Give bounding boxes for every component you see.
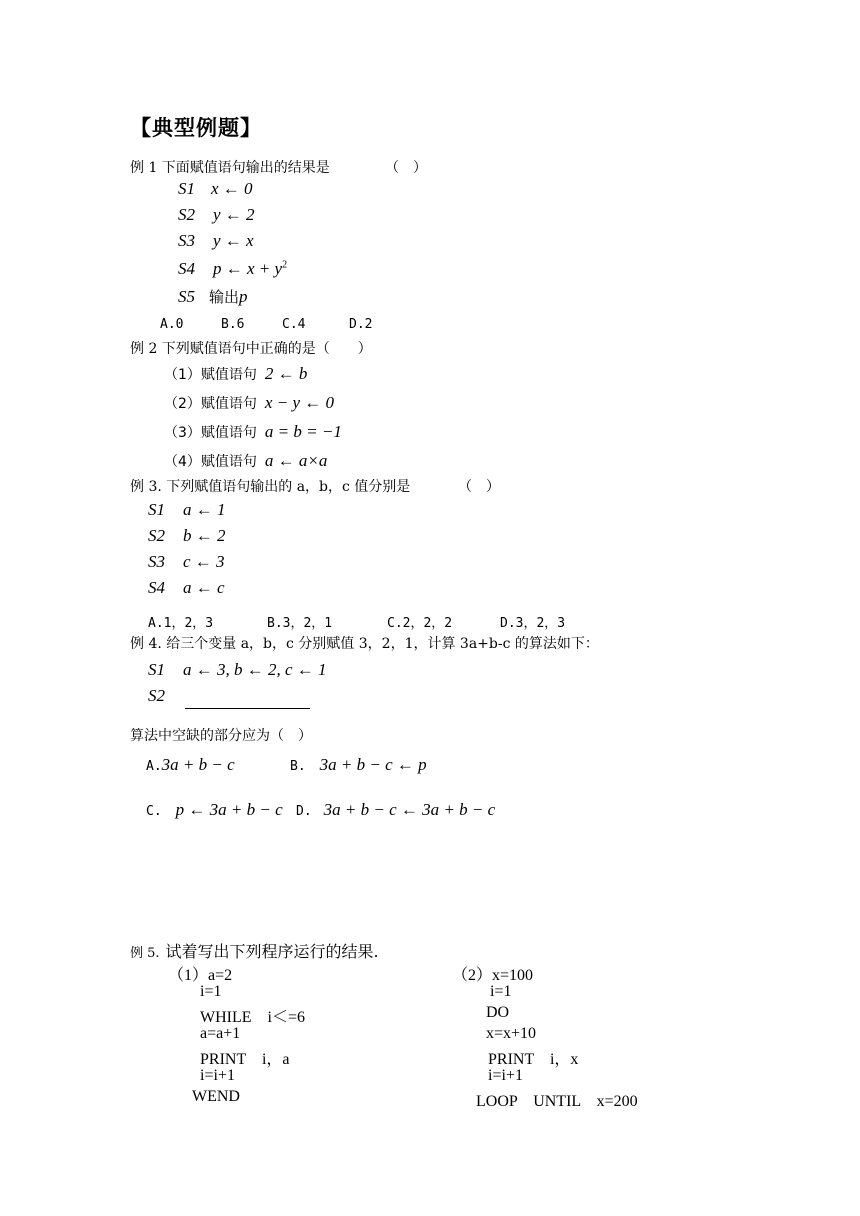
prog1-line-6: i=i+1 — [200, 1067, 235, 1084]
ex1-step-5 — [178, 286, 248, 307]
item-expr: 2 ← b — [264, 364, 308, 383]
ex2-item-4 — [164, 451, 327, 471]
ex1-option-b: B.6 — [221, 317, 245, 332]
option-expr: p ← 3a + b − c — [175, 800, 283, 819]
ex1-answer-paren: （ ） — [385, 160, 427, 176]
item-label: （3）赋值语句 — [164, 425, 257, 441]
prog2-line-3: DO — [486, 1004, 510, 1021]
ex2-item-1 — [164, 364, 307, 384]
step-expr: x ← 0 — [211, 179, 253, 198]
ex2-item-3 — [164, 422, 342, 442]
item-expr: a = b = −1 — [264, 422, 342, 441]
ex1-step-1 — [178, 179, 253, 199]
ex5-question: 试着写出下列程序运行的结果. — [165, 942, 379, 961]
option-expr: 3a + b − c ← 3a + b − c — [323, 800, 496, 819]
ex1-step-2 — [178, 205, 255, 225]
ex3-step-3 — [148, 552, 225, 572]
ex3-option-b: B.3，2，1 — [267, 616, 333, 631]
step-label: S2 — [178, 205, 195, 224]
option-expr: 3a + b − c — [161, 755, 235, 774]
step-expr: a ← 1 — [183, 500, 226, 519]
prog1-line-1: （1）a=2 — [168, 967, 233, 984]
ex1-step-4 — [178, 259, 287, 279]
item-label: （2）赋值语句 — [164, 396, 257, 412]
step-var: p — [239, 287, 248, 306]
option-letter: D. — [296, 804, 312, 819]
prog2-line-4: x=x+10 — [486, 1025, 537, 1042]
step-expr: p ← x + y — [213, 259, 283, 278]
option-letter: C. — [146, 804, 162, 819]
prog2-line-5: PRINT i，x — [488, 1051, 579, 1068]
step-label: S2 — [148, 526, 165, 545]
ex1-option-c: C.4 — [282, 317, 306, 332]
ex2-item-2 — [164, 393, 334, 413]
option-expr: 3a + b − c ← p — [319, 755, 427, 774]
ex5-label: 例 5. — [130, 946, 160, 961]
prog2-line-2: i=1 — [490, 983, 512, 1000]
prog1-line-7: WEND — [192, 1088, 240, 1105]
ex3-option-a: A.1，2，3 — [148, 616, 214, 631]
step-text: 输出 — [209, 288, 240, 306]
ex3-step-1 — [148, 500, 226, 520]
option-letter: B. — [290, 759, 306, 774]
ex4-step-2 — [148, 686, 165, 706]
prog1-line-3: WHILE i＜=6 — [200, 1009, 306, 1026]
step-expr: y ← x — [213, 231, 254, 250]
step-label: S1 — [178, 179, 195, 198]
ex4-option-d — [296, 800, 495, 820]
step-label: S3 — [178, 231, 195, 250]
ex4-question: 例 4. 给三个变量 a，b，c 分别赋值 3，2，1，计算 3a+b-c 的算法如下： — [130, 636, 599, 652]
ex4-step-1 — [148, 660, 327, 680]
option-letter: A. — [146, 759, 162, 774]
step-label: S3 — [148, 552, 165, 571]
item-label: （1）赋值语句 — [164, 367, 257, 383]
ex3-option-d: D.3，2，3 — [500, 616, 566, 631]
item-label: （4）赋值语句 — [164, 454, 257, 470]
ex1-option-d: D.2 — [349, 317, 373, 332]
step-label: S1 — [148, 500, 165, 519]
step-expr: a ← 3, b ← 2, c ← 1 — [183, 660, 327, 679]
prog1-line-5: PRINT i，a — [200, 1051, 290, 1068]
step-expr: c ← 3 — [183, 552, 225, 571]
ex3-answer-paren: （ ） — [458, 479, 500, 495]
ex4-option-b — [290, 755, 427, 775]
prog1-line-2: i=1 — [200, 983, 222, 1000]
step-label: S5 — [178, 287, 195, 306]
step-label: S1 — [148, 660, 165, 679]
step-expr: b ← 2 — [183, 526, 226, 545]
prog2-line-7: LOOP UNTIL x=200 — [476, 1093, 638, 1110]
step-label: S4 — [148, 578, 165, 597]
ex4-option-c — [146, 800, 283, 820]
ex1-step-3 — [178, 231, 254, 251]
prog1-line-4: a=a+1 — [200, 1025, 241, 1042]
ex3-step-2 — [148, 526, 226, 546]
item-expr: a ← a×a — [264, 451, 328, 470]
page-title: 【典型例题】 — [130, 116, 262, 140]
ex4-option-a — [146, 755, 235, 775]
ex3-question: 例 3. 下列赋值语句输出的 a，b，c 值分别是 — [130, 479, 411, 495]
step-expr: a ← c — [183, 578, 225, 597]
prog2-line-1: （2）x=100 — [452, 967, 534, 984]
ex5-header — [130, 939, 379, 962]
answer-blank — [185, 708, 310, 709]
prog2-line-6: i=i+1 — [488, 1067, 523, 1084]
item-expr: x − y ← 0 — [264, 393, 334, 412]
step-label: S4 — [178, 259, 195, 278]
step-label: S2 — [148, 686, 165, 705]
step-expr: y ← 2 — [213, 205, 255, 224]
ex3-step-4 — [148, 578, 225, 598]
ex2-question: 例 2 下列赋值语句中正确的是（ ） — [130, 341, 372, 357]
ex4-prompt: 算法中空缺的部分应为（ ） — [130, 728, 312, 744]
ex1-option-a: A.0 — [160, 317, 184, 332]
exponent: 2 — [282, 259, 288, 271]
ex1-question: 例 1 下面赋值语句输出的结果是 — [130, 160, 330, 176]
ex3-option-c: C.2，2，2 — [387, 616, 453, 631]
